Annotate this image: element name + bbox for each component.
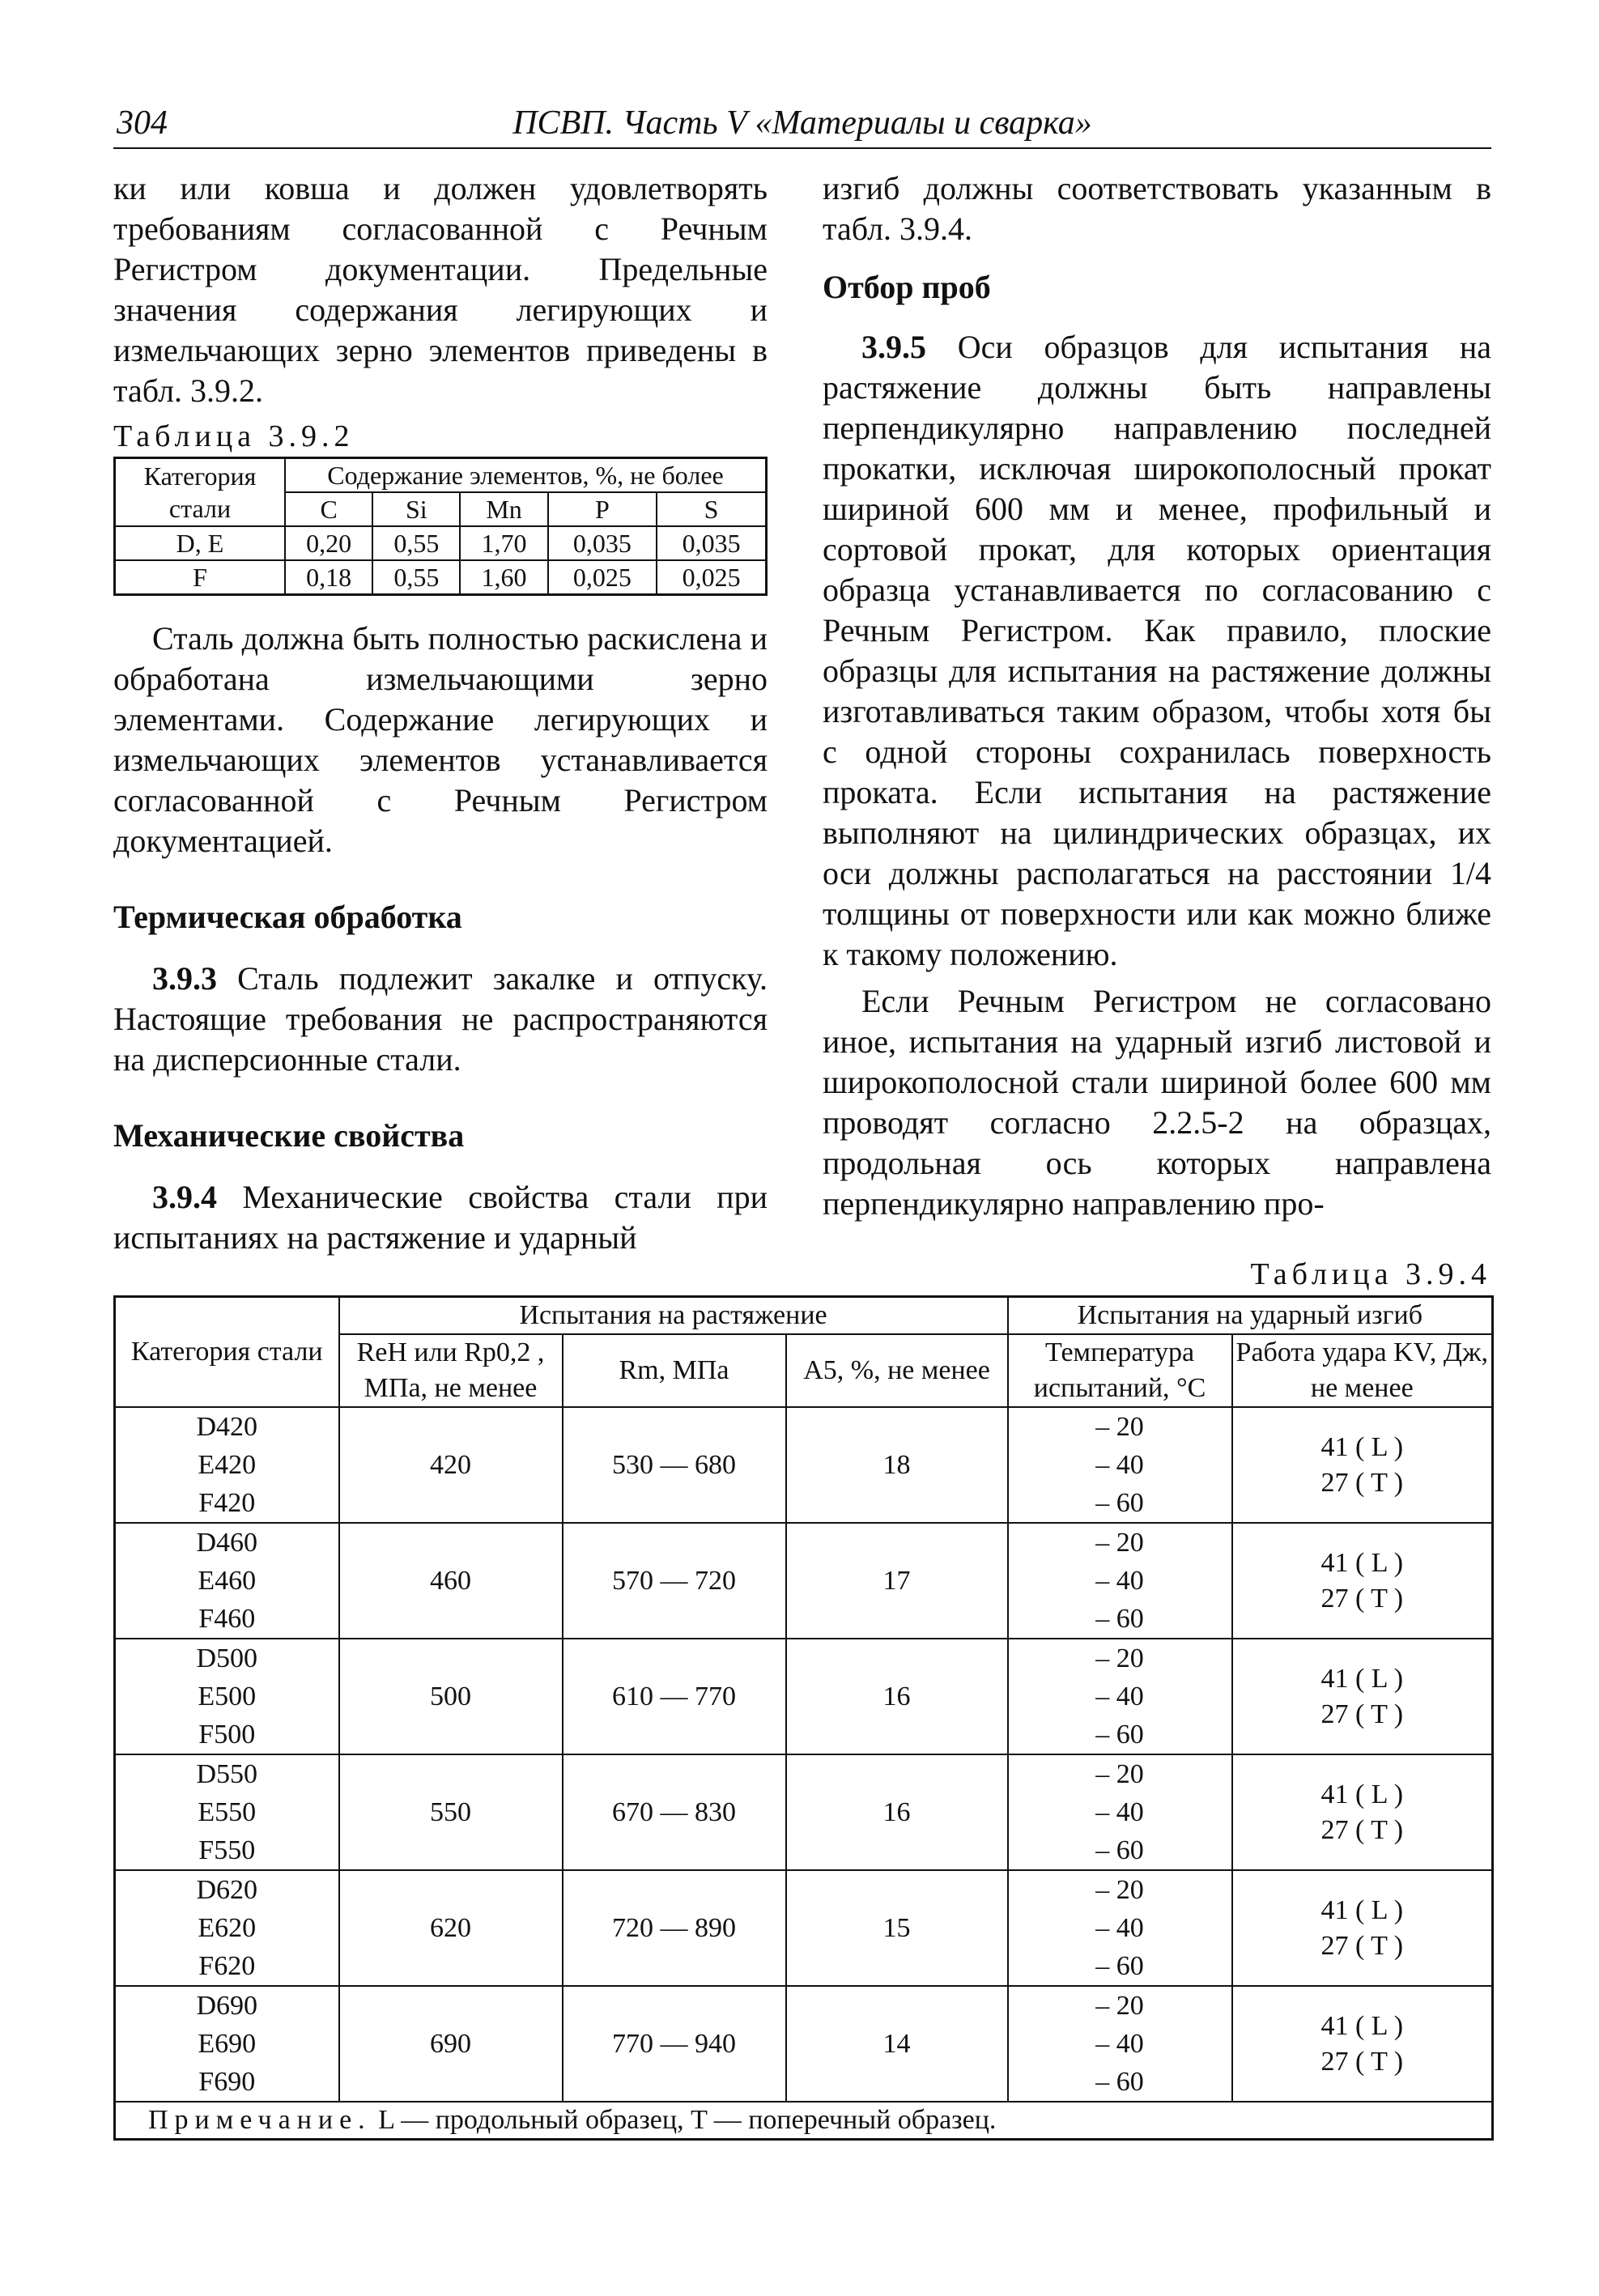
table-394-head-impact: Испытания на ударный изгиб [1008, 1297, 1493, 1335]
right-para-3: Если Речным Регистром не согласовано иное, испытания на ударный изгиб листовой и широкополосной стали шириной более 600 мм проводят согласно 2.2.5-2 на образцах, продольная ось которых направлена перпендикулярно направлению про- [823, 983, 1491, 1222]
table-394-temp: – 40 [1095, 1797, 1144, 1827]
table-394-grades [115, 1986, 339, 2102]
table-394-kv [1232, 1986, 1493, 2102]
section-393 [113, 959, 768, 1080]
table-394-temp: – 60 [1095, 1835, 1144, 1865]
table-394-temps [1008, 1754, 1232, 1870]
running-header [113, 97, 1491, 149]
table-392-cell: 0,18 [285, 560, 372, 595]
table-394-a5: 18 [786, 1407, 1008, 1523]
table-394-temp: – 60 [1095, 1951, 1144, 1981]
table-392-element: S [657, 492, 766, 526]
table-392-cell: 0,035 [657, 526, 766, 560]
table-394-reh: 460 [339, 1523, 563, 1639]
section-394 [113, 1177, 768, 1258]
table-394-rm: 670 — 830 [563, 1754, 786, 1870]
table-394-temp: – 20 [1095, 1528, 1144, 1558]
table-394-temps [1008, 1407, 1232, 1523]
table-394-row [115, 1639, 1493, 1754]
table-394-col-kv: Работа удара KV, Дж, не менее [1232, 1334, 1493, 1407]
table-394-temp: – 20 [1095, 1875, 1144, 1905]
table-394-temps [1008, 1870, 1232, 1986]
table-394-col-a5: A5, %, не менее [786, 1334, 1008, 1407]
table-394-grade: E460 [198, 1566, 257, 1596]
table-394-grade: F460 [198, 1604, 256, 1634]
table-394-temps [1008, 1986, 1232, 2102]
table-394-kv-t: 27 ( T ) [1320, 2046, 1404, 2077]
table-394-reh: 620 [339, 1870, 563, 1986]
table-394-grades [115, 1523, 339, 1639]
table-392 [113, 457, 768, 596]
table-394-grade: D460 [196, 1528, 258, 1558]
table-394 [113, 1295, 1494, 2141]
table-394-rm: 570 — 720 [563, 1523, 786, 1639]
table-394-grade: D550 [196, 1759, 258, 1789]
table-392-cell: 0,55 [372, 560, 460, 595]
table-394-grade: F620 [198, 1951, 256, 1981]
table-394-kv-l: 41 ( L ) [1320, 1894, 1404, 1925]
table-394-kv-t: 27 ( T ) [1320, 1699, 1404, 1729]
table-392-element: Si [372, 492, 460, 526]
table-394-note-label: Примечание. [148, 2105, 372, 2135]
running-title: ПСВП. Часть V «Материалы и сварка» [512, 104, 1092, 142]
table-394-col-temp: Температура испытаний, °С [1008, 1334, 1232, 1407]
table-394-reh: 690 [339, 1986, 563, 2102]
table-394-grades [115, 1870, 339, 1986]
table-394-head-category: Категория стали [115, 1297, 339, 1408]
table-394-rm: 610 — 770 [563, 1639, 786, 1754]
table-394-head-tension: Испытания на растяжение [339, 1297, 1008, 1335]
table-394-temp: – 20 [1095, 1643, 1144, 1673]
left-column [113, 168, 768, 1258]
table-394-grade: E500 [198, 1682, 257, 1711]
table-394-a5: 14 [786, 1986, 1008, 2102]
table-394-kv-l: 41 ( L ) [1320, 1779, 1404, 1809]
section-393-number: 3.9.3 [152, 960, 217, 997]
table-394-temp: – 40 [1095, 1566, 1144, 1596]
table-394-grade: F500 [198, 1720, 256, 1750]
table-394-grade: D420 [196, 1412, 258, 1442]
left-para-2: Сталь должна быть полностью раскислена и обработана измельчающими зерно элементами. Содержание легирующих и измельчающих элементов устанавливается согласованной с Речным Регистром документацией. [113, 620, 768, 859]
table-394-row [115, 1523, 1493, 1639]
table-394-kv [1232, 1754, 1493, 1870]
table-394-note-text: L — продольный образец, T — поперечный образец. [371, 2105, 997, 2135]
table-392-cell: 0,20 [285, 526, 372, 560]
table-394-block [113, 1256, 1491, 2141]
table-394-row [115, 1986, 1493, 2102]
table-394-grades [115, 1407, 339, 1523]
table-394-kv-t: 27 ( T ) [1320, 1814, 1404, 1845]
table-394-grades [115, 1754, 339, 1870]
table-392-element: C [285, 492, 372, 526]
right-para-1: изгиб должны соответствовать указанным в табл. 3.9.4. [823, 170, 1491, 247]
table-394-a5: 16 [786, 1639, 1008, 1754]
table-394-temps [1008, 1523, 1232, 1639]
table-392-cell: 1,60 [460, 560, 547, 595]
table-392-cell: 1,70 [460, 526, 547, 560]
section-395-number: 3.9.5 [861, 329, 926, 365]
table-394-note [115, 2102, 1493, 2140]
table-394-row [115, 1407, 1493, 1523]
table-392-caption: Таблица 3.9.2 [113, 419, 355, 453]
table-392-element: P [548, 492, 657, 526]
table-394-row [115, 1754, 1493, 1870]
table-394-grade: E620 [198, 1913, 257, 1943]
table-394-grade: F550 [198, 1835, 256, 1865]
table-394-reh: 550 [339, 1754, 563, 1870]
section-395 [823, 327, 1491, 975]
table-392-element: Mn [460, 492, 547, 526]
table-394-grade: E690 [198, 2029, 257, 2059]
table-394-temp: – 60 [1095, 1720, 1144, 1750]
table-394-col-reh: ReH или Rp0,2 , МПа, не менее [339, 1334, 563, 1407]
table-394-kv-l: 41 ( L ) [1320, 2010, 1404, 2041]
table-392-cell: 0,025 [657, 560, 766, 595]
table-394-grade: D500 [196, 1643, 258, 1673]
table-394-temp: – 20 [1095, 1991, 1144, 2021]
table-394-grades [115, 1639, 339, 1754]
section-394-number: 3.9.4 [152, 1179, 217, 1215]
heading-heat-treatment: Термическая обработка [113, 899, 462, 935]
section-395-text: Оси образцов для испытания на растяжение должны быть направлены перпендикулярно направлению последней прокатки, исключая широкополосный прокат шириной 600 мм и менее, профильный и сортовой прокат, для которых ориентация образца устанавливается по согласованию с Речным Регистром. Как правило, плоские образцы для испытания на растяжение должны изготавливаться таким образом, чтобы хотя бы с одной стороны сохранилась поверхность проката. Если испытания на растяжение выполняют на цилиндрических образцах, их оси должны располагаться на расстоянии 1/4 толщины от поверхности или как можно ближе к такому положению. [823, 329, 1491, 972]
table-394-body [115, 1407, 1493, 2102]
table-394-kv-t: 27 ( T ) [1320, 1930, 1404, 1961]
table-394-temp: – 40 [1095, 1450, 1144, 1480]
table-394-rm: 770 — 940 [563, 1986, 786, 2102]
table-394-temps [1008, 1639, 1232, 1754]
table-394-a5: 17 [786, 1523, 1008, 1639]
left-para-1: ки или ковша и должен удовлетворять требованиям согласованной с Речным Регистром документации. Предельные значения содержания легирующих и измельчающих зерно элементов приведены в табл. 3.9.2. [113, 170, 768, 409]
table-394-rm: 720 — 890 [563, 1870, 786, 1986]
table-394-grade: D620 [196, 1875, 258, 1905]
page-number: 304 [117, 104, 168, 142]
table-392-head-category: Категория стали [115, 458, 286, 527]
table-394-a5: 15 [786, 1870, 1008, 1986]
table-394-kv-l: 41 ( L ) [1320, 1431, 1404, 1462]
table-394-temp: – 60 [1095, 1488, 1144, 1518]
table-394-temp: – 20 [1095, 1412, 1144, 1442]
table-394-a5: 16 [786, 1754, 1008, 1870]
table-394-reh: 500 [339, 1639, 563, 1754]
table-394-kv-t: 27 ( T ) [1320, 1467, 1404, 1498]
table-394-temp: – 60 [1095, 2067, 1144, 2097]
table-394-kv-l: 41 ( L ) [1320, 1663, 1404, 1694]
table-394-grade: F690 [198, 2067, 256, 2097]
table-392-cell: 0,035 [548, 526, 657, 560]
table-392-grade: F [115, 560, 286, 595]
section-394-text: Механические свойства стали при испытаниях на растяжение и ударный [113, 1179, 768, 1256]
table-394-kv [1232, 1523, 1493, 1639]
table-392-cell: 0,025 [548, 560, 657, 595]
heading-mechanical-properties: Механические свойства [113, 1117, 465, 1154]
table-394-kv [1232, 1639, 1493, 1754]
table-394-temp: – 40 [1095, 1682, 1144, 1711]
table-394-grade: E420 [198, 1450, 257, 1480]
heading-sampling: Отбор проб [823, 269, 991, 305]
table-394-caption: Таблица 3.9.4 [1250, 1257, 1491, 1291]
table-394-kv-l: 41 ( L ) [1320, 1547, 1404, 1578]
table-394-grade: F420 [198, 1488, 256, 1518]
table-392-cell: 0,55 [372, 526, 460, 560]
table-394-kv [1232, 1870, 1493, 1986]
table-394-temp: – 40 [1095, 1913, 1144, 1943]
table-394-grade: E550 [198, 1797, 257, 1827]
table-392-head-content: Содержание элементов, %, не более [285, 458, 767, 493]
right-column [823, 168, 1491, 1224]
table-394-rm: 530 — 680 [563, 1407, 786, 1523]
table-394-col-rm: Rm, МПа [563, 1334, 786, 1407]
table-394-kv [1232, 1407, 1493, 1523]
section-393-text: Сталь подлежит закалке и отпуску. Настоящие требования не распространяются на дисперсионные стали. [113, 960, 768, 1078]
table-394-row [115, 1870, 1493, 1986]
table-394-temp: – 60 [1095, 1604, 1144, 1634]
table-394-grade: D690 [196, 1991, 258, 2021]
table-392-grade: D, E [115, 526, 286, 560]
table-394-temp: – 40 [1095, 2029, 1144, 2059]
table-394-reh: 420 [339, 1407, 563, 1523]
table-394-kv-t: 27 ( T ) [1320, 1583, 1404, 1614]
table-394-temp: – 20 [1095, 1759, 1144, 1789]
